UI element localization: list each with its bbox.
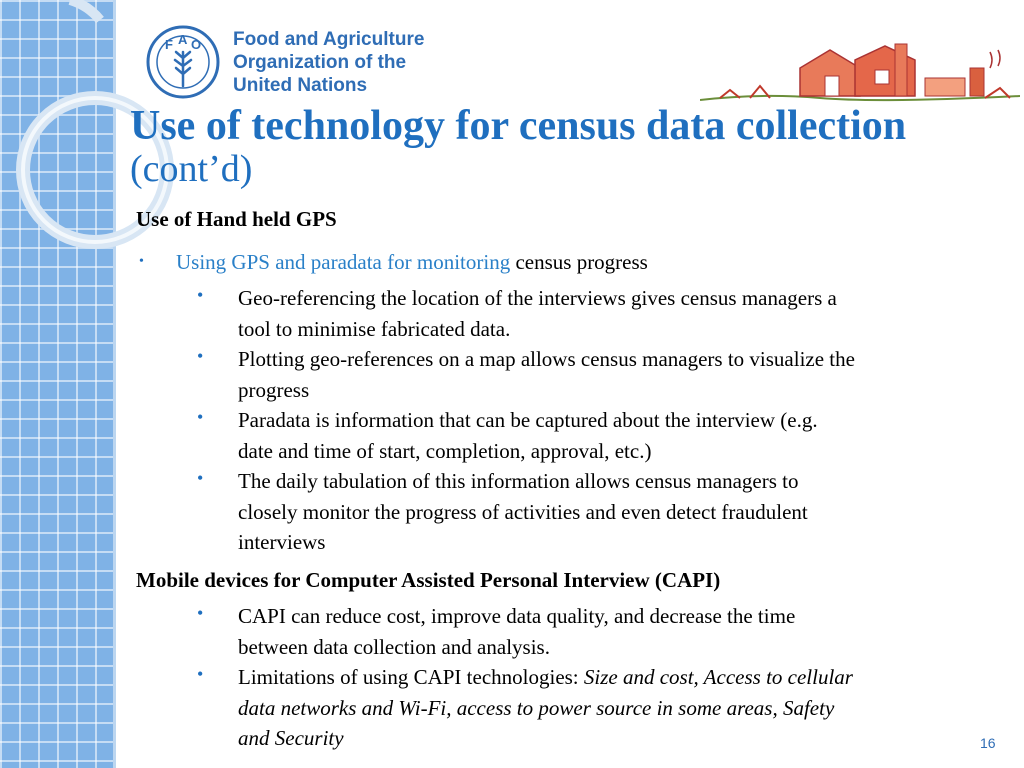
list-item-line: tool to minimise fabricated data. xyxy=(238,316,511,341)
highlight-text: Using GPS and paradata for monitoring xyxy=(176,250,511,274)
list-item-line: The daily tabulation of this information allows census managers to xyxy=(238,469,799,493)
fao-seal-icon xyxy=(145,24,225,102)
limitations-italic: Size and cost, Access to cellular xyxy=(583,665,853,689)
section-heading-gps: Use of Hand held GPS xyxy=(136,207,337,231)
list-item xyxy=(238,344,1008,405)
farm-illustration xyxy=(700,38,1020,110)
logo-line-3: United Nations xyxy=(233,75,368,96)
list-item-line xyxy=(238,693,1008,724)
list-item xyxy=(238,601,1008,662)
limitations-italic: and Security xyxy=(238,726,344,750)
limitations-label: Limitations of using CAPI technologies: xyxy=(238,665,584,689)
list-item xyxy=(238,405,1008,466)
list-item-line: interviews xyxy=(238,530,326,554)
section-heading-capi: Mobile devices for Computer Assisted Personal Interview (CAPI) xyxy=(136,568,721,592)
bullet-gps-paradata xyxy=(176,250,648,275)
bullet-icon: • xyxy=(197,664,204,684)
list-item-line: Paradata is information that can be captured about the interview (e.g. xyxy=(238,408,818,432)
list-item-line: progress xyxy=(238,377,310,402)
limitations-italic: data networks and Wi-Fi, access to power source in some areas, Safety xyxy=(238,695,835,720)
slide-title xyxy=(130,101,1010,194)
list-item-line xyxy=(238,662,1008,693)
logo-line-1: Food and Agriculture xyxy=(233,29,425,50)
list-item-line: Geo-referencing the location of the interviews gives census managers a xyxy=(238,286,837,310)
title-line-2: (cont’d) xyxy=(130,148,253,190)
title-line-1: Use of technology for census data collection xyxy=(130,103,907,149)
bullet-icon: • xyxy=(139,254,144,269)
list-item xyxy=(238,466,1008,558)
bullet-icon: • xyxy=(197,346,204,366)
bullet-rest-text: census progress xyxy=(510,250,648,274)
list-item-line: between data collection and analysis. xyxy=(238,634,550,659)
list-item-line: Plotting geo-references on a map allows census managers to visualize the xyxy=(238,347,855,371)
list-item-line xyxy=(238,723,1008,754)
list-item xyxy=(238,662,1008,754)
svg-text:O: O xyxy=(191,37,202,52)
list-item-line: date and time of start, completion, approval, etc.) xyxy=(238,438,652,463)
page-number: 16 xyxy=(980,735,996,751)
logo-line-2: Organization of the xyxy=(233,52,407,73)
bullet-icon: • xyxy=(197,468,204,488)
svg-text:F: F xyxy=(165,37,173,52)
bullet-icon: • xyxy=(197,407,204,427)
svg-text:A: A xyxy=(178,32,188,47)
bullet-icon: • xyxy=(197,285,204,305)
bullet-icon: • xyxy=(197,603,204,623)
list-item xyxy=(238,283,1008,344)
fao-logo xyxy=(145,24,445,102)
list-item-line: CAPI can reduce cost, improve data quality, and decrease the time xyxy=(238,604,796,628)
list-item-line: closely monitor the progress of activities and even detect fraudulent xyxy=(238,499,808,524)
